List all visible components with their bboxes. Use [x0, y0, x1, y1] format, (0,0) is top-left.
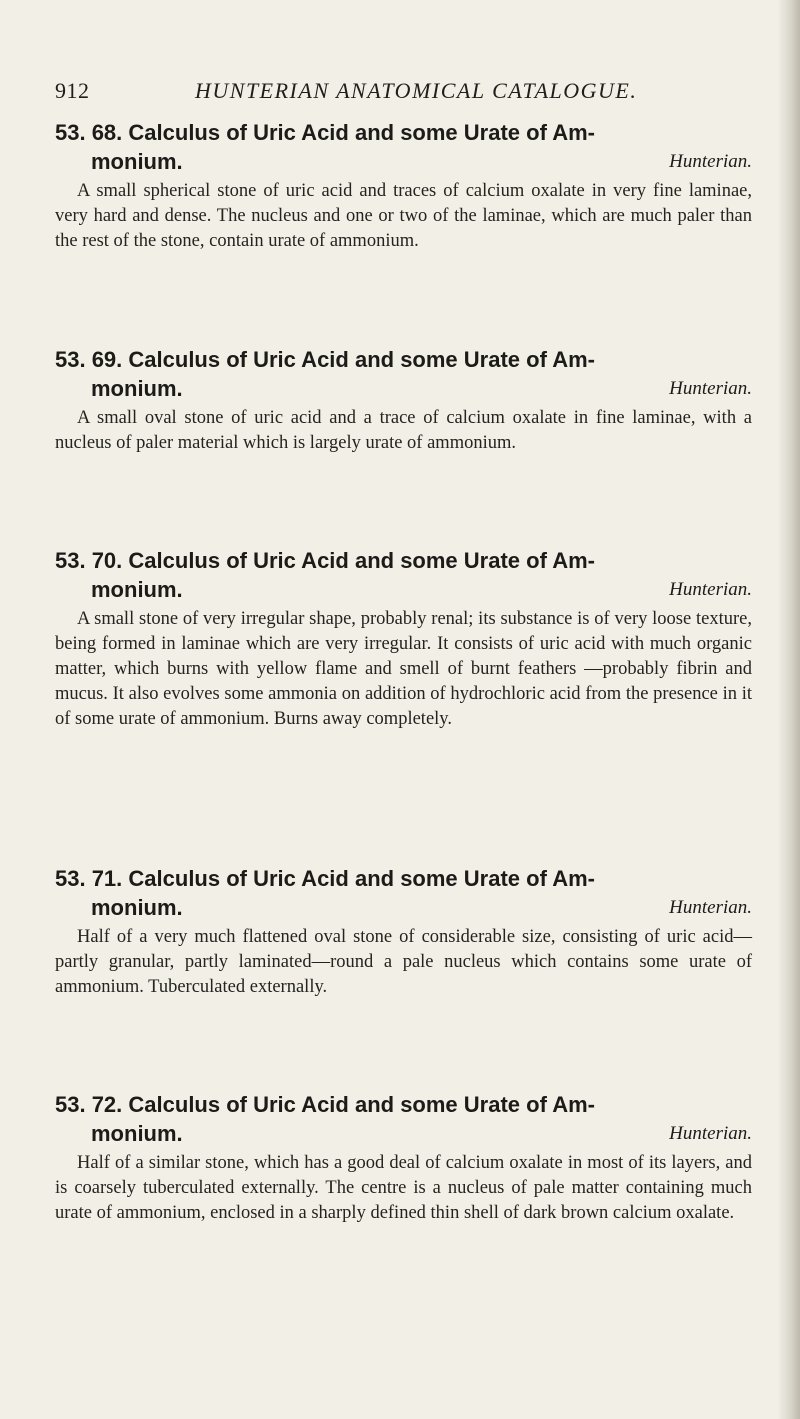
entry-heading [55, 118, 752, 176]
entry-number: 53. 69. [55, 347, 123, 372]
entry-number: 53. 70. [55, 548, 123, 573]
page-number: 912 [55, 78, 90, 103]
entry-description: A small spherical stone of uric acid and traces of calcium oxalate in very fine laminae, very hard and dense. The nucleus and one or two of the laminae, which are much paler than the rest of the stone, contain urate of ammonium. [55, 181, 752, 251]
collection-label: Hunterian. [669, 1123, 752, 1144]
entry-title-line1: Calculus of Uric Acid and some Urate of Am- [128, 866, 595, 891]
entry-title-line1: Calculus of Uric Acid and some Urate of Am- [128, 1092, 595, 1117]
entry-title-line2: monium. [91, 1121, 183, 1146]
catalogue-entry [55, 1090, 752, 1226]
entry-number: 53. 72. [55, 1092, 123, 1117]
entry-heading [55, 864, 752, 922]
entry-title-line1: Calculus of Uric Acid and some Urate of Am- [128, 120, 595, 145]
collection-label: Hunterian. [669, 151, 752, 172]
page-header [55, 78, 755, 108]
collection-label: Hunterian. [669, 378, 752, 399]
entry-description: Half of a very much flattened oval stone of considerable size, consisting of uric acid—partly granular, partly laminated—round a pale nucleus which contains some urate of ammonium. Tuberculated externally. [55, 927, 752, 997]
entry-title-line2: monium. [91, 577, 183, 602]
catalogue-entry [55, 345, 752, 456]
entry-title-line1: Calculus of Uric Acid and some Urate of Am- [128, 548, 595, 573]
entry-heading [55, 546, 752, 604]
entry-heading [55, 1090, 752, 1148]
entry-number: 53. 68. [55, 120, 123, 145]
entry-description: A small oval stone of uric acid and a trace of calcium oxalate in fine laminae, with a nucleus of paler material which is largely urate of ammonium. [55, 408, 752, 453]
running-title: HUNTERIAN ANATOMICAL CATALOGUE. [195, 78, 638, 103]
entry-title-line2: monium. [91, 376, 183, 401]
entry-number: 53. 71. [55, 866, 123, 891]
entry-title-line2: monium. [91, 149, 183, 174]
entry-title-line2: monium. [91, 895, 183, 920]
entry-description: Half of a similar stone, which has a good deal of calcium oxalate in most of its layers, and is coarsely tuberculated externally. The centre is a nucleus of pale matter containing much urate of ammonium, enclosed in a sharply defined thin shell of dark brown calcium oxalate. [55, 1153, 752, 1223]
entry-heading [55, 345, 752, 403]
collection-label: Hunterian. [669, 897, 752, 918]
catalogue-entry [55, 118, 752, 254]
catalogue-entry [55, 864, 752, 1000]
entry-title-line1: Calculus of Uric Acid and some Urate of Am- [128, 347, 595, 372]
page-edge-shadow [778, 0, 800, 1419]
collection-label: Hunterian. [669, 579, 752, 600]
catalogue-entry [55, 546, 752, 732]
entry-description: A small stone of very irregular shape, probably renal; its substance is of very loose texture, being formed in laminae which are very irregular. It consists of uric acid with much organic matter, which burns with yellow flame and smell of burnt feathers —probably fibrin and mucus. It also evolves some ammonia on addition of hydrochloric acid from the presence in it of some urate of ammonium. Burns away completely. [55, 609, 752, 729]
